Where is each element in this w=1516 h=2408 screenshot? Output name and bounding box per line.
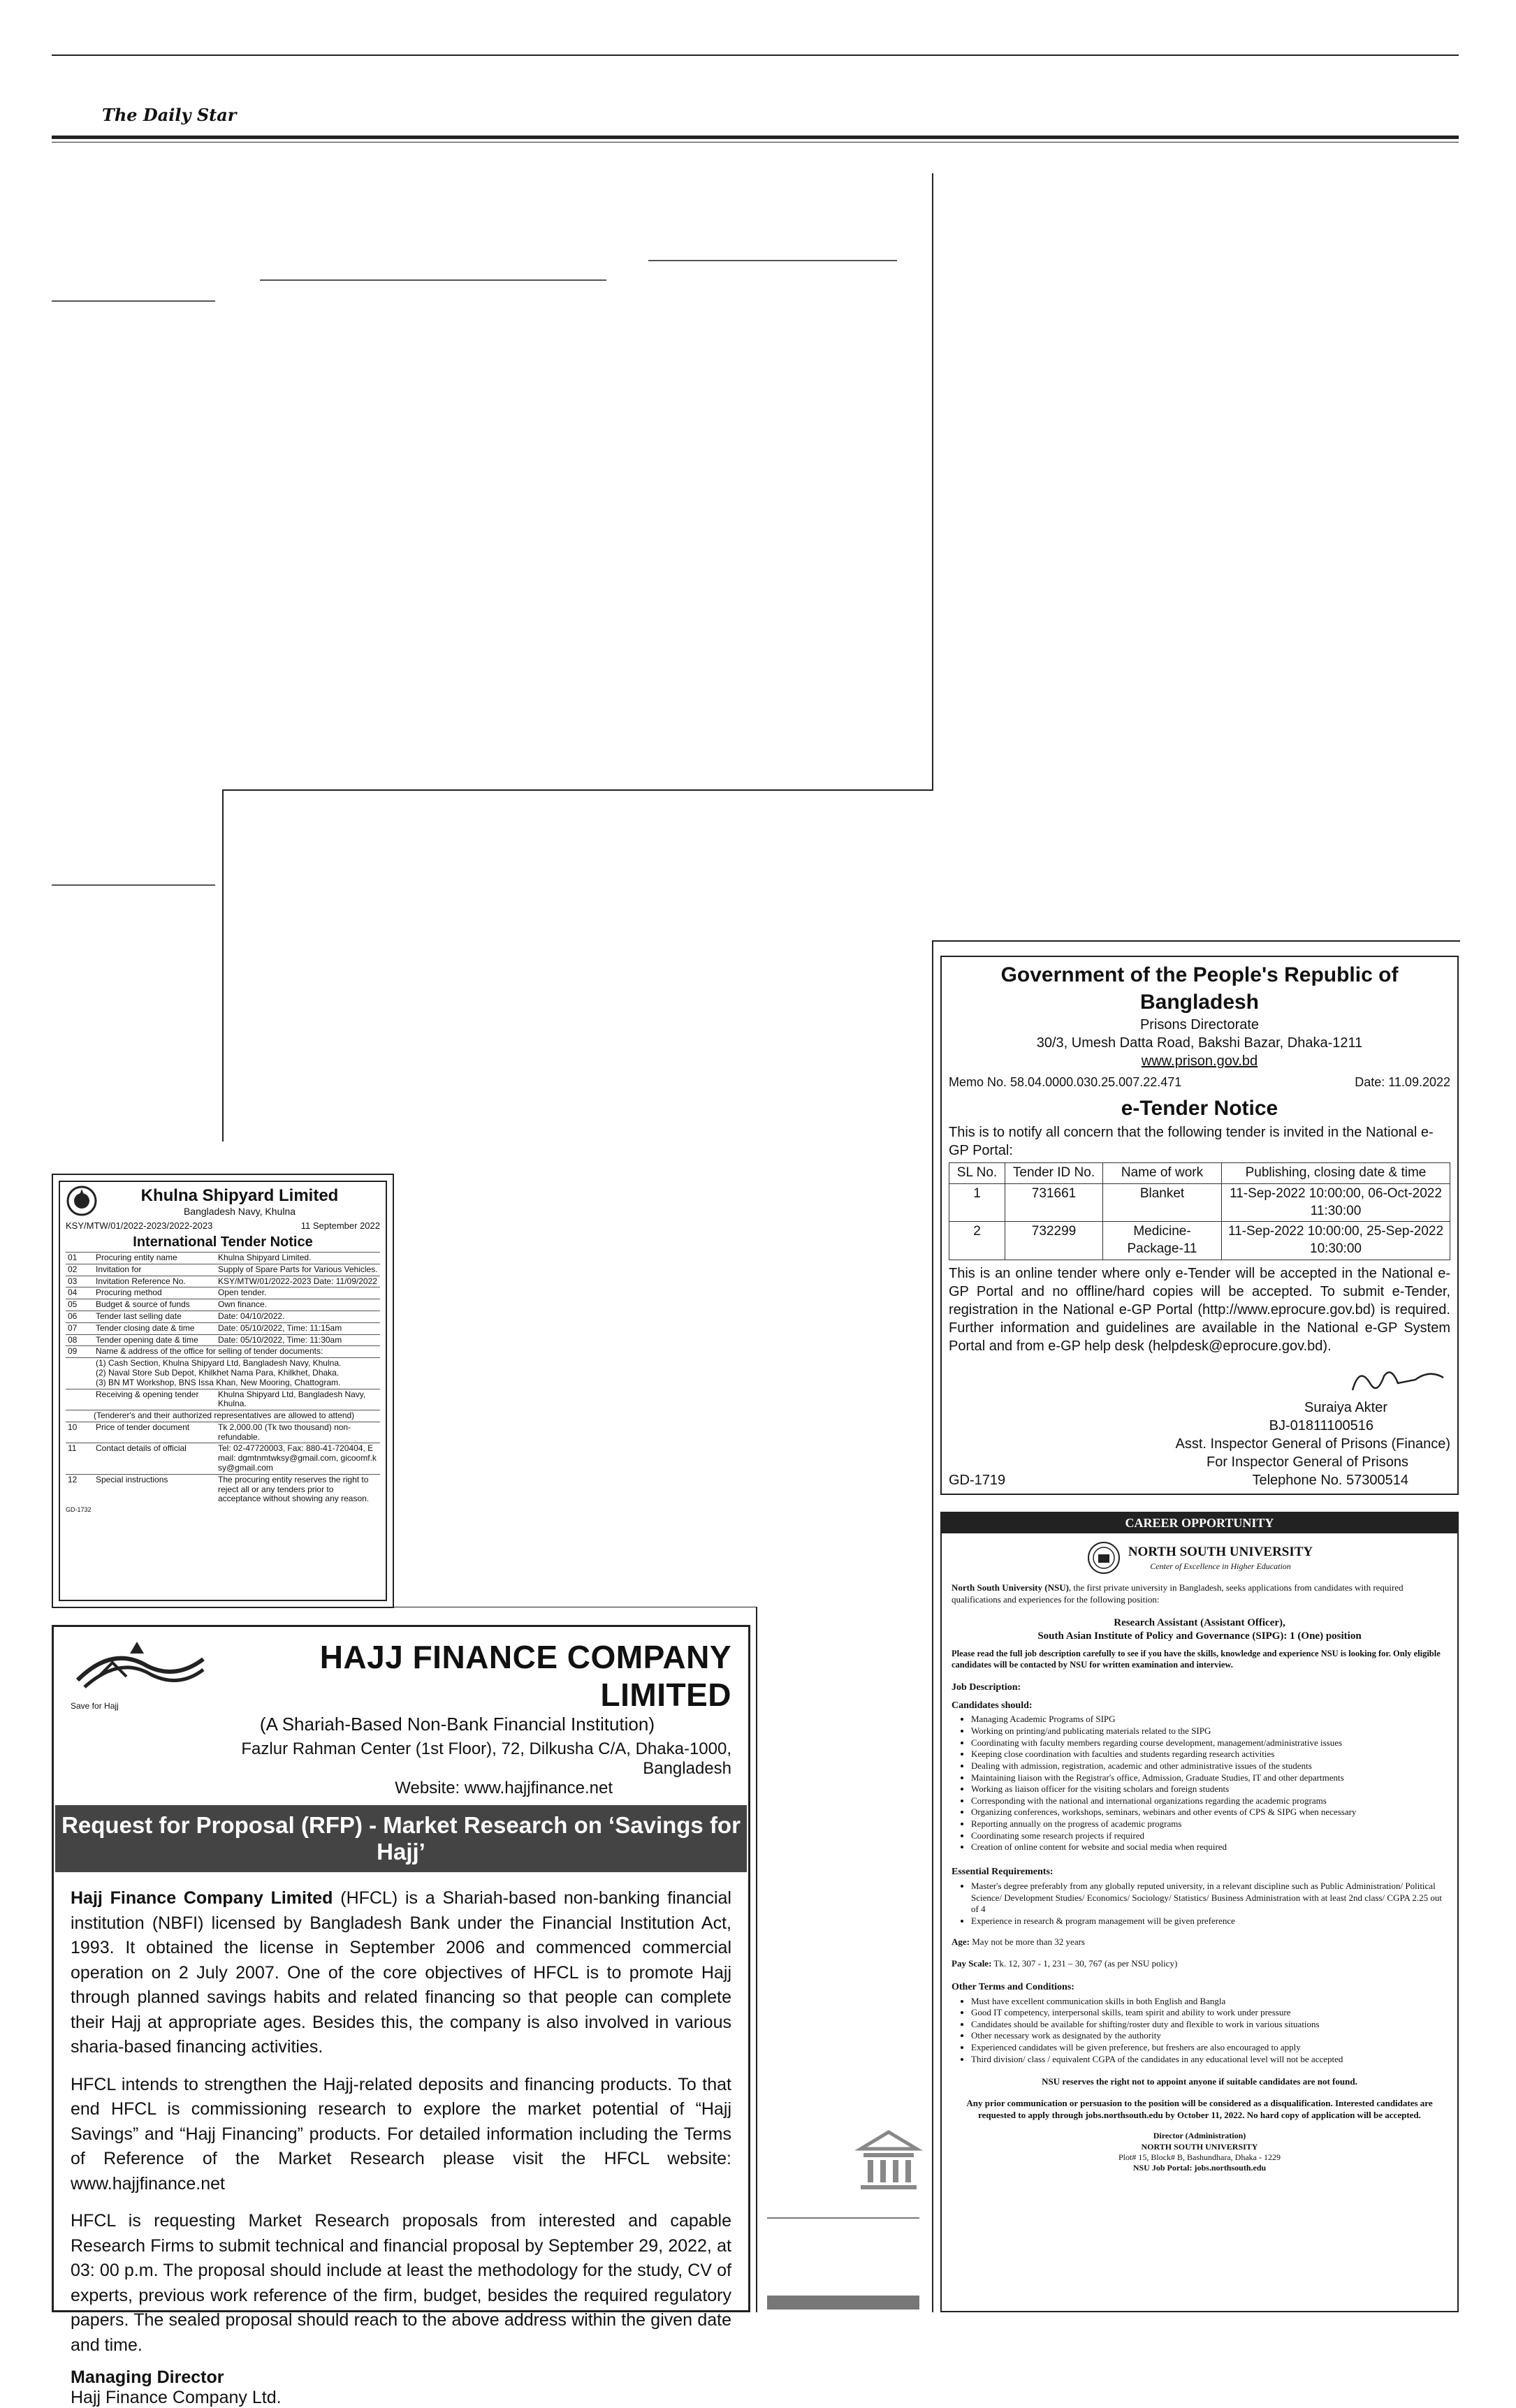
column-divider xyxy=(932,173,933,791)
nsu-terms-head: Other Terms and Conditions: xyxy=(952,1981,1074,1992)
prisons-sign-id: BJ-01811100516 xyxy=(1269,1417,1373,1433)
column-divider xyxy=(932,940,933,2312)
hfcl-para-1 xyxy=(71,1886,731,2060)
prisons-etender-notice xyxy=(940,956,1459,1495)
nsu-intro-bold: North South University (NSU) xyxy=(952,1582,1069,1593)
nsu-persuasion: Any prior communication or persuasion to the position will be considered as a disqualification. Interested candidates are requested to apply through jobs.northsouth.edu by October 11, 2022. No hard copy of application will be accepted. xyxy=(966,2097,1433,2120)
table-cell: 11-Sep-2022 10:00:00, 25-Sep-2022 10:30:00 xyxy=(1222,1222,1450,1260)
list-item: • Working as liaison officer for the visiting scholars and foreign students xyxy=(971,1783,1448,1795)
nsu-position-2: South Asian Institute of Policy and Governance (SIPG): 1 (One) position xyxy=(1037,1630,1362,1642)
table-cell: Budget & source of funds xyxy=(94,1299,216,1311)
prisons-sign-title: Asst. Inspector General of Prisons (Finance) xyxy=(1175,1436,1450,1452)
table-row xyxy=(949,1184,1450,1222)
nsu-terms-list xyxy=(971,1996,1448,2066)
ksy-row11-value: Tel: 02-47720003, Fax: 880-41-720404, Email: dgmtnmtwksy@gmail.com, gicoomf.ksy@gmail.com xyxy=(216,1443,380,1474)
ksy-office-2: (2) Naval Store Sub Depot, Khilkhet Nama Para, Khilkhet, Dhaka. xyxy=(96,1367,340,1378)
nsu-jd-head: Job Description: xyxy=(952,1681,1021,1693)
nsu-dir-org: NORTH SOUTH UNIVERSITY xyxy=(1141,2141,1258,2152)
list-item: • Must have excellent communication skills in both English and Bangla xyxy=(971,1996,1448,2008)
table-cell: Khulna Shipyard Limited. xyxy=(216,1252,380,1264)
table-cell: Supply of Spare Parts for Various Vehicles. xyxy=(216,1264,380,1276)
table-cell: KSY/MTW/01/2022-2023 Date: 11/09/2022 xyxy=(216,1276,380,1287)
prisons-address: 30/3, Umesh Datta Road, Bakshi Bazar, Dhaka-1211 xyxy=(1036,1035,1363,1051)
top-rule xyxy=(52,54,1459,56)
nsu-intro xyxy=(952,1582,1448,1605)
prisons-col-work: Name of work xyxy=(1103,1163,1222,1184)
table-row xyxy=(949,1222,1450,1260)
masthead-rule xyxy=(52,136,1459,139)
prisons-col-id: Tender ID No. xyxy=(1005,1163,1103,1184)
list-item: • Keeping close coordination with faculties and students regarding research activities xyxy=(971,1749,1448,1760)
divider-line xyxy=(767,2217,919,2219)
ksy-table: 01 Procuring entity name Khulna Shipyard Limited. 02 Invitation for Supply of Spare Parts for Various Vehicles. 03 Invitation Reference No. KSY/MTW/01/2022-2023 Date: 11/09/2022 04 Procuring method Open tender. 05 Budget & source of funds Own finance. 06 Tender last selling date Date: 04/10/2022. 07 Tender closing date & time Date: 05/10/2022, Time: 11:15am 08 Tender opening date & time Date: 05/10/2022, Time: 11:30am 09 Name & address of the office for selling of tender documents: (1) Cash Section, Khulna Shipyard Ltd, Bangladesh Navy, Khulna. (2) Naval Store Sub Depot, Khilkhet Nama Para, Khilkhet, Dhaka. (3) BN MT Workshop, BNS Issa Khan, New Mooring, Chattogram. Receiving & opening tender Khulna Shipyard Ltd, Bangladesh Navy, Khulna. (Tenderer's and their authorized representatives are allowed to attend) 10 Price of tender document Tk 2,000.00 (Tk two thousand) non-refundable. 11 Contact details of official Tel: 02-47720003, Fax: 880-41-720404, Email: dgmtnmtwksy@gmail.com, gicoomf.ksy@gmail.com 12 Special instructions The procuring entity reserves the right to reject all or any tenders prior to acceptance without showing any reason. xyxy=(66,1252,380,1505)
prisons-gov: Government of the People's Republic of Bangladesh xyxy=(1000,963,1399,1014)
ksy-row11-label: Contact details of official xyxy=(94,1443,216,1474)
hfcl-sign-org: Hajj Finance Company Ltd. xyxy=(71,2388,282,2407)
nsu-portal: NSU Job Portal: jobs.northsouth.edu xyxy=(1132,2163,1267,2173)
table-cell: 1 xyxy=(949,1184,1005,1222)
nsu-bar: CAREER OPPORTUNITY xyxy=(942,1513,1457,1533)
list-item: • Reporting annually on the progress of academic programs xyxy=(971,1818,1448,1830)
ksy-tender-notice xyxy=(52,1174,394,1608)
list-item: • Coordinating with faculty members regarding course development, management/administrative issues xyxy=(971,1737,1448,1749)
grey-bar xyxy=(767,2296,919,2310)
ksy-row09: Name & address of the office for selling of tender documents: xyxy=(94,1346,380,1358)
masthead-rule-thin xyxy=(52,142,1459,143)
table-cell: 08 xyxy=(66,1334,94,1346)
list-item: • Good IT competency, interpersonal skills, team spirit and ability to work under pressure xyxy=(971,2007,1448,2019)
signature-icon xyxy=(949,1362,1450,1399)
table-cell: 03 xyxy=(66,1276,94,1287)
prisons-col-dates: Publishing, closing date & time xyxy=(1222,1163,1450,1184)
list-item: • Maintaining liaison with the Registrar's office, Admission, Graduate Studies, IT and other departments xyxy=(971,1772,1448,1784)
navy-emblem-icon xyxy=(66,1185,99,1218)
list-item: • Corresponding with the national and international organizations regarding the academic programs xyxy=(971,1795,1448,1807)
hfcl-para-3: HFCL is requesting Market Research proposals from interested and capable Research Firms to submit technical and financial proposal by September 29, 2022, at 03: 00 p.m. The proposal should include at least the methodology for the study, CV of experts, previous work reference of the firm, budget, besides the required regulatory papers. The sealed proposal should reach to the above address within the given date and time. xyxy=(71,2211,731,2355)
table-row xyxy=(66,1287,380,1299)
nsu-name: NORTH SOUTH UNIVERSITY xyxy=(1128,1545,1313,1560)
masthead-title: The Daily Star xyxy=(102,105,237,125)
ksy-attend-note: (Tenderer's and their authorized representatives are allowed to attend) xyxy=(66,1410,380,1422)
list-item: • Master's degree preferably from any globally reputed university, in a relevant discipline such as Public Administration/ Political Science/ Development Studies/ Economics/ Sociology/ Statistics/ Business Administration with at least 2nd class/ CGPA 2.25 out of 4 xyxy=(971,1881,1448,1916)
table-cell: Invitation for xyxy=(94,1264,216,1276)
table-cell: 731661 xyxy=(1005,1184,1103,1222)
table-cell: Medicine-Package-11 xyxy=(1103,1222,1222,1260)
list-item: • Experienced candidates will be given preference, but freshers are also encouraged to apply xyxy=(971,2042,1448,2054)
hfcl-website: Website: www.hajjfinance.net xyxy=(395,1779,613,1797)
ksy-receiving-label: Receiving & opening tender xyxy=(94,1389,216,1410)
table-cell: Tender opening date & time xyxy=(94,1334,216,1346)
table-row xyxy=(66,1299,380,1311)
nsu-reserve: NSU reserves the right not to appoint anyone if suitable candidates are not found. xyxy=(1042,2076,1357,2087)
ksy-receiving-value: Khulna Shipyard Ltd, Bangladesh Navy, Khulna. xyxy=(216,1389,380,1410)
table-cell: Tender last selling date xyxy=(94,1311,216,1322)
dotted-rule xyxy=(52,300,215,302)
table-cell: Procuring method xyxy=(94,1287,216,1299)
table-cell: 04 xyxy=(66,1287,94,1299)
nsu-age: May not be more than 32 years xyxy=(972,1936,1085,1948)
list-item: • Managing Academic Programs of SIPG xyxy=(971,1714,1448,1725)
list-item: • Third division/ class / equivalent CGPA of the candidates in any educational level will not be accepted xyxy=(971,2054,1448,2066)
table-cell: Tender closing date & time xyxy=(94,1322,216,1334)
prisons-code: GD-1719 xyxy=(949,1472,1006,1488)
ksy-date: 11 September 2022 xyxy=(300,1220,380,1231)
nsu-duties-list xyxy=(971,1714,1448,1853)
ksy-office-1: (1) Cash Section, Khulna Shipyard Ltd, Bangladesh Navy, Khulna. xyxy=(96,1358,342,1369)
nsu-tag: Center of Excellence in Higher Education xyxy=(1150,1561,1291,1571)
table-row xyxy=(66,1322,380,1334)
ksy-row10-value: Tk 2,000.00 (Tk two thousand) non-refundable. xyxy=(216,1422,380,1443)
dotted-rule xyxy=(260,279,606,281)
table-cell: Date: 05/10/2022, Time: 11:15am xyxy=(216,1322,380,1334)
column-divider xyxy=(222,789,224,1141)
ksy-row12-value: The procuring entity reserves the right to reject all or any tenders prior to acceptance without showing any reason. xyxy=(216,1474,380,1505)
list-item: • Organizing conferences, workshops, seminars, webinars and other events of CPS & SIPG when necessary xyxy=(971,1807,1448,1818)
prisons-dept: Prisons Directorate xyxy=(1139,1017,1260,1032)
nsu-dir-addr: Plot# 15, Block# B, Bashundhara, Dhaka - 1229 xyxy=(1118,2152,1281,2162)
table-row xyxy=(66,1264,380,1276)
prisons-table xyxy=(949,1162,1450,1260)
ksy-code: GD-1732 xyxy=(66,1506,92,1514)
table-cell: 02 xyxy=(66,1264,94,1276)
nsu-intro-text: , the first private university in Bangladesh, seeks applications from candidates with required qualifications and experiences for the following position: xyxy=(952,1582,1404,1605)
prisons-sign-for: For Inspector General of Prisons xyxy=(1206,1454,1408,1470)
hfcl-rfp-banner: Request for Proposal (RFP) - Market Research on ‘Savings for Hajj’ xyxy=(55,1805,747,1872)
dotted-rule xyxy=(648,260,897,261)
hfcl-para-1-bold: Hajj Finance Company Limited xyxy=(71,1888,333,1908)
dotted-rule xyxy=(52,884,215,886)
prisons-web: www.prison.gov.bd xyxy=(1141,1053,1258,1069)
list-item: • Coordinating some research projects if required xyxy=(971,1830,1448,1842)
table-cell: 07 xyxy=(66,1322,94,1334)
table-cell: 05 xyxy=(66,1299,94,1311)
building-icon xyxy=(854,2128,924,2195)
ksy-subtitle: Bangladesh Navy, Khulna xyxy=(183,1205,296,1217)
column-divider xyxy=(222,789,933,791)
prisons-phone: Telephone No. 57300514 xyxy=(1252,1472,1408,1488)
hfcl-para-1-text: (HFCL) is a Shariah-based non-banking financial institution (NBFI) licensed by Bangladesh Bank under the Financial Institution Act, 1993. It obtained the license in September 2006 and commenced commercial operation on 2 July 2007. One of the core objectives of HFCL is to promote Hajj through planned savings habits and related financing so that people can complete their Hajj at appropriate ages. Besides this, the company is also involved in various sharia-based financing activities. xyxy=(71,1888,731,2057)
list-item: • Working on printing/and publicating materials related to the SIPG xyxy=(971,1725,1448,1737)
list-item: • Experience in research & program management will be given preference xyxy=(971,1916,1448,1927)
ksy-office-3: (3) BN MT Workshop, BNS Issa Khan, New Mooring, Chattogram. xyxy=(96,1377,341,1387)
hfcl-rfp-notice xyxy=(52,1625,750,2407)
table-cell: Date: 04/10/2022. xyxy=(216,1311,380,1322)
prisons-memo: Memo No. 58.04.0000.030.25.007.22.471 xyxy=(949,1075,1182,1089)
hfcl-name: HAJJ FINANCE COMPANY LIMITED xyxy=(319,1639,731,1713)
ksy-row12-label: Special instructions xyxy=(94,1474,216,1505)
column-divider xyxy=(932,940,1460,942)
nsu-seal-icon xyxy=(1086,1540,1121,1575)
nsu-req-head: Essential Requirements: xyxy=(952,1866,1054,1877)
list-item: • Dealing with admission, registration, academic and other administrative issues of the students xyxy=(971,1760,1448,1772)
ksy-row10-label: Price of tender document xyxy=(94,1422,216,1443)
hfcl-address: Fazlur Rahman Center (1st Floor), 72, Dilkusha C/A, Dhaka-1000, Bangladesh xyxy=(241,1739,731,1778)
table-cell: Blanket xyxy=(1103,1184,1222,1222)
nsu-cand-head: Candidates should: xyxy=(952,1700,1033,1711)
list-item: • Candidates should be available for shifting/roster duty and flexible to work in various situations xyxy=(971,2019,1448,2031)
table-row xyxy=(66,1311,380,1322)
hfcl-subtitle: (A Shariah-Based Non-Bank Financial Institution) xyxy=(259,1714,655,1735)
prisons-body: This is an online tender where only e-Tender will be accepted in the National e-GP Portal and no offline/hard copies will be accepted. To submit e-Tender, registration in the National e-GP Portal (http://www.eprocure.gov.bd) is required. Further information and guidelines are available in the National e-GP System Portal and from e-GP help desk (helpdesk@eprocure.gov.bd). xyxy=(949,1265,1450,1354)
ksy-name: Khulna Shipyard Limited xyxy=(140,1186,339,1206)
column-divider xyxy=(756,1607,757,2312)
nsu-note: Please read the full job description carefully to see if you have the skills, knowledge and experience NSU is looking for. Only eligible candidates will be contacted by NSU for written examination and interview. xyxy=(952,1648,1441,1670)
table-cell: Own finance. xyxy=(216,1299,380,1311)
list-item: • Other necessary work as designated by the authority xyxy=(971,2030,1448,2042)
hfcl-para-2: HFCL intends to strengthen the Hajj-related deposits and financing products. To that end HFCL is commissioning research to explore the market potential of “Hajj Savings” and “Hajj Financing” products. For detailed information including the Terms of Reference of the Market Research please visit the HFCL website: www.hajjfinance.net xyxy=(71,2074,731,2194)
nsu-career-notice xyxy=(940,1512,1459,2312)
prisons-date: Date: 11.09.2022 xyxy=(1355,1075,1450,1089)
list-item: • Creation of online content for website and social media when required xyxy=(971,1841,1448,1853)
prisons-sign-name: Suraiya Akter xyxy=(1304,1399,1387,1415)
hfcl-sign-title: Managing Director xyxy=(71,2367,224,2387)
ksy-heading: International Tender Notice xyxy=(133,1234,313,1250)
table-row xyxy=(66,1276,380,1287)
table-cell: Open tender. xyxy=(216,1287,380,1299)
table-cell: 2 xyxy=(949,1222,1005,1260)
table-cell: 11-Sep-2022 10:00:00, 06-Oct-2022 11:30:00 xyxy=(1222,1184,1450,1222)
table-cell: Procuring entity name xyxy=(94,1252,216,1264)
prisons-heading: e-Tender Notice xyxy=(1121,1097,1278,1121)
table-cell: 732299 xyxy=(1005,1222,1103,1260)
prisons-intro: This is to notify all concern that the following tender is invited in the National e-GP Portal: xyxy=(949,1125,1434,1159)
table-row xyxy=(66,1252,380,1264)
hfcl-logo-tagline: Save for Hajj xyxy=(71,1701,119,1711)
table-cell: 06 xyxy=(66,1311,94,1322)
table-cell: Invitation Reference No. xyxy=(94,1276,216,1287)
prisons-col-sl: SL No. xyxy=(949,1163,1005,1184)
nsu-pay: Tk. 12, 307 - 1, 231 – 30, 767 (as per NSU policy) xyxy=(993,1958,1178,1969)
ksy-ref: KSY/MTW/01/2022-2023/2022-2023 xyxy=(66,1220,213,1231)
nsu-age-label: Age: xyxy=(952,1936,970,1948)
nsu-pay-label: Pay Scale: xyxy=(952,1958,992,1969)
nsu-position-1: Research Assistant (Assistant Officer), xyxy=(1114,1617,1285,1629)
nsu-reqs-list xyxy=(971,1881,1448,1927)
table-cell: 01 xyxy=(66,1252,94,1264)
nsu-dir: Director (Administration) xyxy=(1153,2131,1246,2141)
hfcl-logo-icon xyxy=(71,1638,210,1701)
table-cell: Date: 05/10/2022, Time: 11:30am xyxy=(216,1334,380,1346)
table-row xyxy=(66,1334,380,1346)
